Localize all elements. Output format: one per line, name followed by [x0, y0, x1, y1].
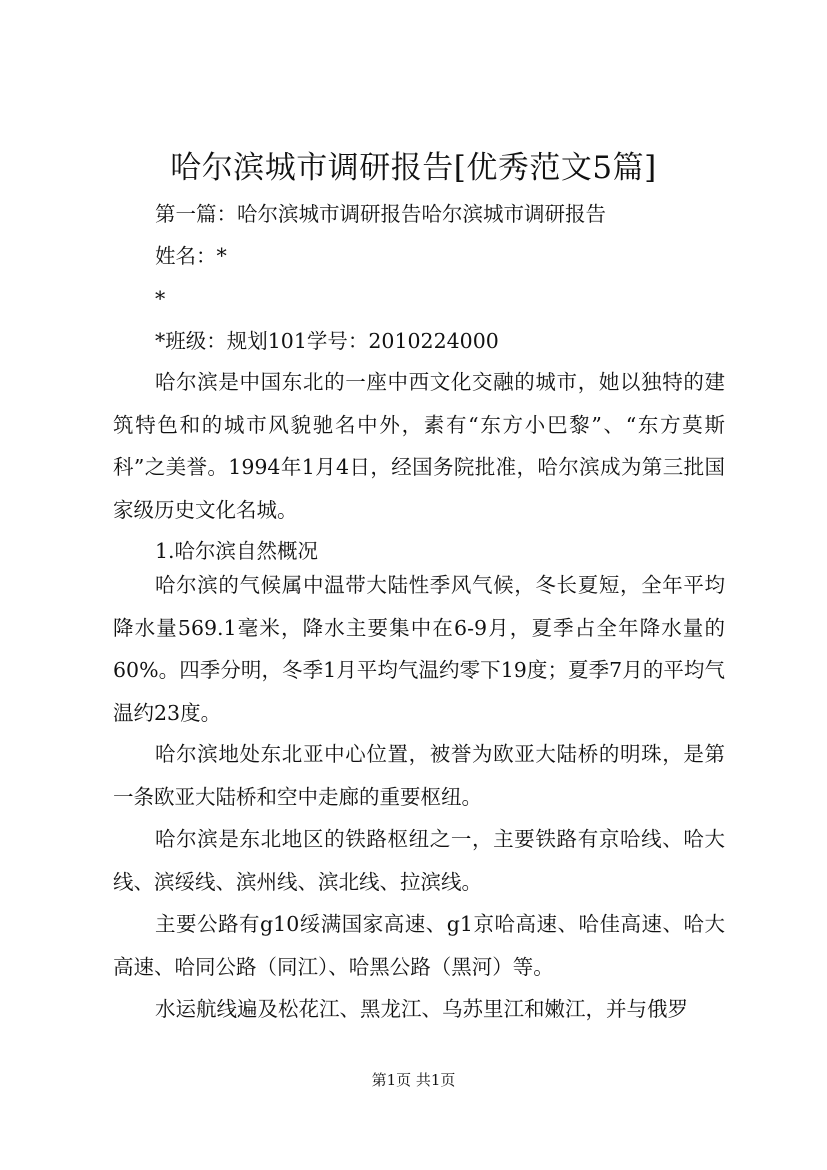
class-id-line: *班级：规划101学号：2010224000 — [155, 329, 499, 353]
subsection-heading: 1.哈尔滨自然概况 — [155, 539, 319, 563]
section-heading: 第一篇：哈尔滨城市调研报告哈尔滨城市调研报告 — [155, 202, 606, 226]
paragraph-climate: 哈尔滨的气候属中温带大陆性季风气候，冬长夏短，全年平均降水量569.1毫米，降水主要集中在6-9月，夏季占全年降水量的60%。四季分明，冬季1月平均气温约零下19度；夏季7月的平均气温约23度。 — [113, 573, 725, 725]
paragraph-intro: 哈尔滨是中国东北的一座中西文化交融的城市，她以独特的建筑特色和的城市风貌驰名中外，素有“东方小巴黎”、“东方莫斯科”之美誉。1994年1月4日，经国务院批准，哈尔滨成为第三批国家级历史文化名城。 — [113, 370, 725, 522]
paragraph-highway: 主要公路有g10绥满国家高速、g1京哈高速、哈佳高速、哈大高速、哈同公路（同江）、哈黑公路（黑河）等。 — [113, 912, 725, 979]
paragraph-railway: 哈尔滨是东北地区的铁路枢纽之一，主要铁路有京哈线、哈大线、滨绥线、滨州线、滨北线、拉滨线。 — [113, 827, 725, 894]
document-title: 哈尔滨城市调研报告[优秀范文5篇] — [170, 150, 657, 186]
paragraph-waterway: 水运航线遍及松花江、黑龙江、乌苏里江和嫩江，并与俄罗 — [155, 997, 688, 1021]
asterisk-line: * — [155, 287, 166, 311]
name-line: 姓名：* — [155, 244, 227, 268]
page-number-footer: 第1页 共1页 — [371, 1071, 456, 1089]
paragraph-location: 哈尔滨地处东北亚中心位置，被誉为欧亚大陆桥的明珠，是第一条欧亚大陆桥和空中走廊的重要枢纽。 — [113, 742, 725, 809]
